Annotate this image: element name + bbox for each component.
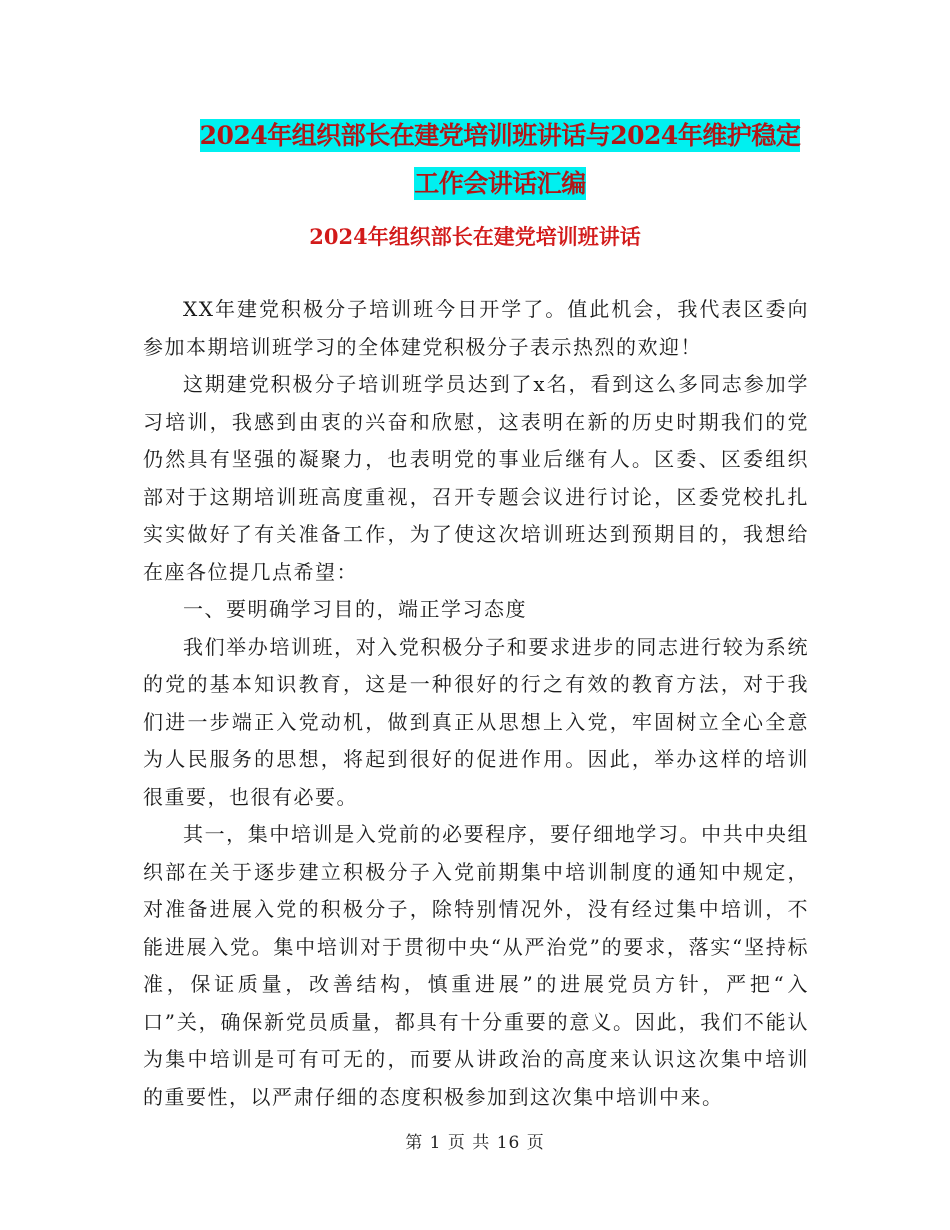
page-total: 16 xyxy=(496,1133,521,1153)
page-middle: 页 共 xyxy=(447,1133,491,1153)
page-suffix: 页 xyxy=(526,1133,545,1153)
body-text xyxy=(143,291,809,1116)
main-title xyxy=(140,112,860,208)
page-current: 1 xyxy=(429,1133,442,1153)
main-title-line2: 工作会讲话汇编 xyxy=(414,169,586,198)
paragraph: 我们举办培训班，对入党积极分子和要求进步的同志进行较为系统的党的基本知识教育，这是一种很好的行之有效的教育方法，对于我们进一步端正入党动机，做到真正从思想上入党，牢固树立全心全意为人民服务的思想，将起到很好的促进作用。因此，举办这样的培训很重要，也很有必要。 xyxy=(143,634,809,809)
section-title: 2024年组织部长在建党培训班讲话 xyxy=(309,224,641,249)
paragraph: 其一，集中培训是入党前的必要程序，要仔细地学习。中共中央组织部在关于逐步建立积极分子入党前期集中培训制度的通知中规定，对准备进展入党的积极分子，除特别情况外，没有经过集中培训，不能进展入党。集中培训对于贯彻中央“从严治党”的要求，落实“坚持标准，保证质量，改善结构，慎重进展”的进展党员方针，严把“入口”关，确保新党员质量，都具有十分重要的意义。因此，我们不能认为集中培训是可有可无的，而要从讲政治的高度来认识这次集中培训的重要性，以严肃仔细的态度积极参加到这次集中培训中来。 xyxy=(143,822,809,1109)
paragraph: XX年建党积极分子培训班今日开学了。值此机会，我代表区委向参加本期培训班学习的全体建党积极分子表示热烈的欢迎！ xyxy=(143,297,809,359)
page-footer xyxy=(0,1128,950,1153)
section-heading: 一、要明确学习目的，端正学习态度 xyxy=(183,597,527,621)
main-title-line1: 2024年组织部长在建党培训班讲话与2024年维护稳定 xyxy=(199,121,801,150)
paragraph: 这期建党积极分子培训班学员达到了x名，看到这么多同志参加学习培训，我感到由衷的兴奋和欣慰，这表明在新的历史时期我们的党仍然具有坚强的凝聚力，也表明党的事业后继有人。区委、区委组织部对于这期培训班高度重视，召开专题会议进行讨论，区委党校扎扎实实做好了有关准备工作，为了使这次培训班达到预期目的，我想给在座各位提几点希望： xyxy=(143,372,809,584)
page-prefix: 第 xyxy=(405,1133,424,1153)
